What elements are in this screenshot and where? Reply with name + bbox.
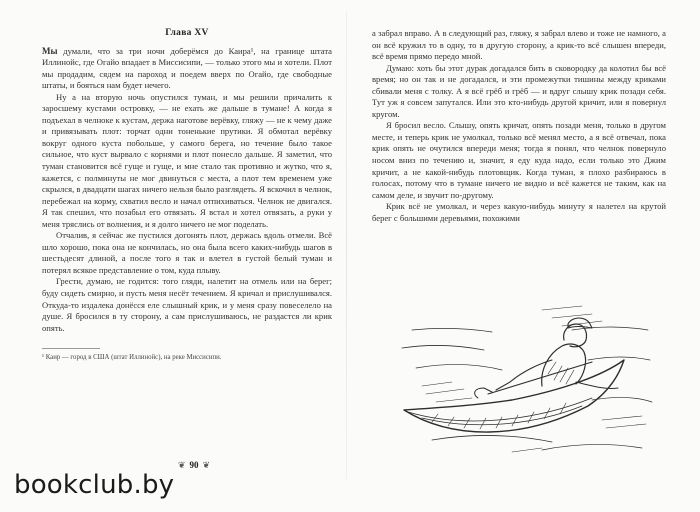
footnote-divider — [42, 348, 100, 349]
paragraph: Ну а на вторую ночь опустился туман, и мы решили причалить к заросшему кустами островку, — не ехать же дальше в тумане! А когда я подъехал в челноке к кустам, держа наготове верёвку, гляжу — не к чему даже и привязывать плот: торчат одни тоненькие прутики. Я обмотал верёвку вокруг одного куста побольше, у самого берега, но течение было такое сильное, что куст вырвало с корнями и плот понесло дальше. Я заметил, что туман становится всё гуще и гуще, и мне стало так противно и жутко, что я, кажется, с полминуты не мог двинуться с места, а плот тем временем уже скрылся, в двадцати шагах ничего нельзя было разглядеть. Я вскочил в челнок, перебежал на корму, схватил весло и начал отпихиваться. Челнок не двигался. Я так спешил, что позабыл его отвязать. Я встал и хотел отвязать, а руки у меня тряслись от волнения, и я долго ничего не мог поделать. — [42, 91, 332, 229]
page-number-text: 90 — [189, 460, 199, 470]
paragraph: Я бросил весло. Слышу, опять кричат, опять позади меня, только в другом месте, и теперь крик не умолкал, только всё менял место, а я всё отвечал, пока крик опять не очутился впереди меня; тогда я понял, что челнок повернуло носом вниз по течению и, значит, я еду куда надо, если только это Джим кричит, а не какой-нибудь плотовщик. Когда туман, я плохо разбираюсь в голосах, потому что в тумане ничего не видно и всё кажется не таким, как на самом деле, и звучит по-другому. — [372, 120, 666, 200]
left-page — [42, 28, 332, 362]
ornament-right-icon: ❦ — [202, 460, 211, 470]
paragraph: Отчалив, я сейчас же пустился догонять плот, держась вдоль отмели. Всё шло хорошо, пока она не кончилась, но она была всего каких-нибудь шагов в шестьдесят длиной, а после того я так и влетел в густой белый туман и потерял всякое представление о том, куда плыву. — [42, 230, 332, 275]
ornament-left-icon: ❦ — [177, 460, 186, 470]
watermark-logo: bookclub.by — [14, 470, 175, 500]
paragraph: Крик всё не умолкал, и через какую-нибудь минуту я налетел на крутой берег с большими деревьями, похожими — [372, 201, 666, 223]
footnote: ¹ Каир — город в США (штат Иллинойс), на реке Миссисипи. — [42, 354, 222, 362]
paragraph-text: думали, что за три ночи доберёмся до Каира¹, на границе штата Иллинойс, где Огайо впадает в Миссисипи, — только этого мы и хотели. Плот мы продадим, сядем на пароход и поедем вверх по Огайо, где свободные штаты, и бояться нам будет нечего. — [42, 45, 332, 91]
paragraph: Думаю: хоть бы этот дурак догадался бить в сковородку да колотил бы всё время; но он так и не догадался, и эти промежутки тишины между криками сбивали меня с толку. А я всё грёб и грёб — и вдруг слышу крик позади себя. Тут уж я совсем запутался. Или это кто-нибудь другой кричит, или я повернул кругом. — [372, 62, 666, 119]
right-page — [372, 28, 666, 224]
canoe-illustration — [392, 290, 656, 460]
paragraph — [42, 46, 332, 92]
dropcap: Мы — [42, 45, 58, 56]
book-gutter — [346, 10, 347, 480]
chapter-title: Глава XV — [165, 28, 209, 38]
paragraph: Грести, думаю, не годится: того гляди, налетит на отмель или на берег; буду сидеть смирно, и пусть меня несёт течением. Я кричал и прислушивался. Откуда-то издалека донёсся еле слышный крик, и у меня сразу повеселело на душе. Я бросился в ту сторону, а сам прислушиваюсь, не раздастся ли крик опять. — [42, 276, 332, 333]
paragraph: а забрал вправо. А в следующий раз, гляжу, я забрал влево и тоже не намного, а он всё кружил то в одну, то в другую сторону, а крик-то всё слышен впереди, всё время прямо передо мной. — [372, 28, 666, 62]
